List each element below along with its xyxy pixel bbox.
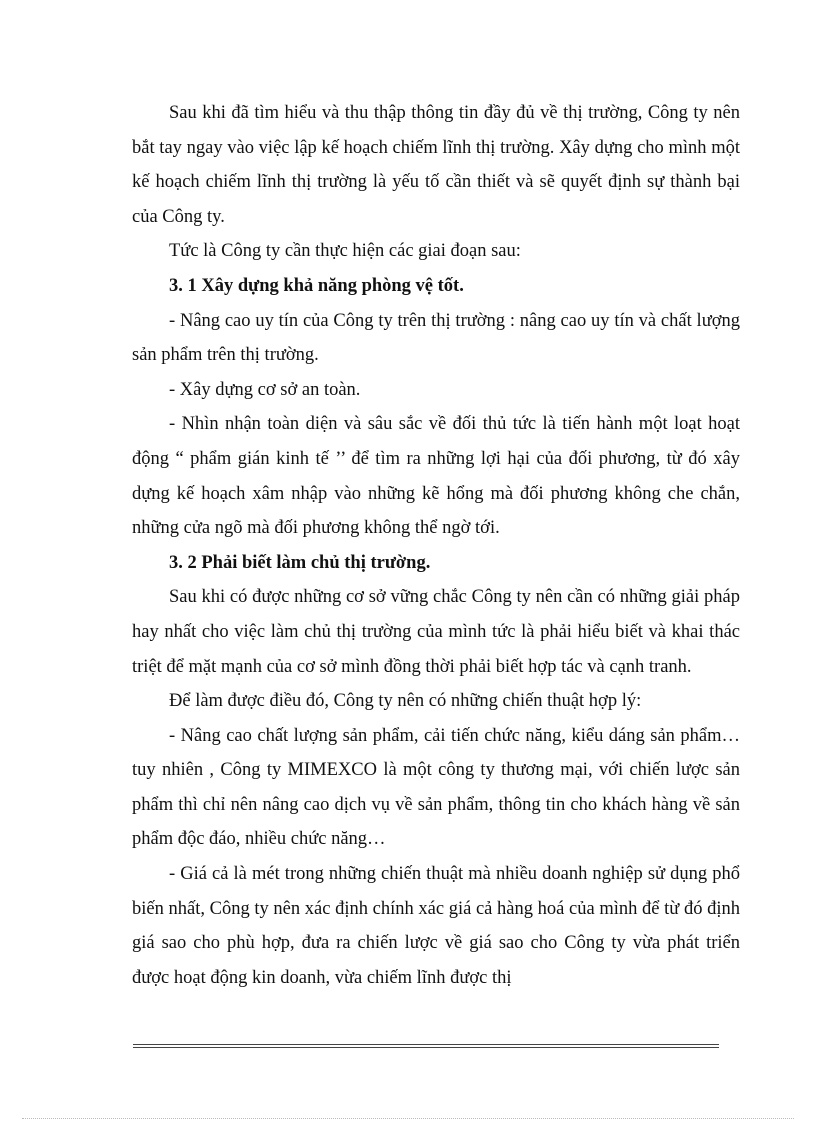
bullet-reputation: - Nâng cao uy tín của Công ty trên thị trường : nâng cao uy tín và chất lượng sản phẩm trên thị trường. — [132, 310, 740, 366]
page-edge-divider — [22, 1118, 794, 1119]
footer-double-rule — [133, 1044, 719, 1048]
document-body — [132, 96, 740, 995]
paragraph-market-mastery: Sau khi có được những cơ sở vững chắc Công ty nên cần có những giải pháp hay nhất cho việc làm chủ thị trường của mình tức là phải hiểu biết và khai thác triệt để mặt mạnh của cơ sở mình đồng thời phải biết hợp tác và cạnh tranh. — [132, 587, 740, 677]
section-heading-3-2: 3. 2 Phải biết làm chủ thị trường. — [169, 552, 431, 573]
bullet-competitor-analysis: - Nhìn nhận toàn diện và sâu sắc về đối thủ tức là tiến hành một loạt hoạt động “ phẩm gián kinh tế ’’ để tìm ra những lợi hại của đối phương, từ đó xây dựng kế hoạch xâm nhập vào những kẽ hổng mà đối phương không che chắn, những cửa ngõ mà đối phương không thể ngờ tới. — [132, 414, 740, 539]
paragraph-stages: Tức là Công ty cần thực hiện các giai đoạn sau: — [169, 241, 521, 262]
bullet-product-quality: - Nâng cao chất lượng sản phẩm, cải tiến chức năng, kiểu dáng sản phẩm… tuy nhiên , Công ty MIMEXCO là một công ty thương mại, với chiến lược sản phẩm thì chỉ nên nâng cao dịch vụ về sản phẩm, thông tin cho khách hàng về sản phẩm độc đáo, nhiều chức năng… — [132, 725, 740, 850]
paragraph-tactics: Để làm được điều đó, Công ty nên có những chiến thuật hợp lý: — [169, 691, 642, 712]
bullet-safe-base: - Xây dựng cơ sở an toàn. — [169, 379, 361, 400]
paragraph-intro: Sau khi đã tìm hiểu và thu thập thông tin đầy đủ về thị trường, Công ty nên bắt tay ngay vào việc lập kế hoạch chiếm lĩnh thị trường. Xây dựng cho mình một kế hoạch chiếm lĩnh thị trường là yếu tố cần thiết và sẽ quyết định sự thành bại của Công ty. — [132, 103, 740, 227]
bullet-pricing: - Giá cả là mét trong những chiến thuật mà nhiều doanh nghiệp sử dụng phổ biến nhất, Công ty nên xác định chính xác giá cả hàng hoá của mình để từ đó định giá sao cho phù hợp, đưa ra chiến lược về giá sao cho Công ty vừa phát triển được hoạt động kin doanh, vừa chiếm lĩnh được thị — [132, 864, 740, 988]
section-heading-3-1: 3. 1 Xây dựng khả năng phòng vệ tốt. — [169, 275, 464, 296]
